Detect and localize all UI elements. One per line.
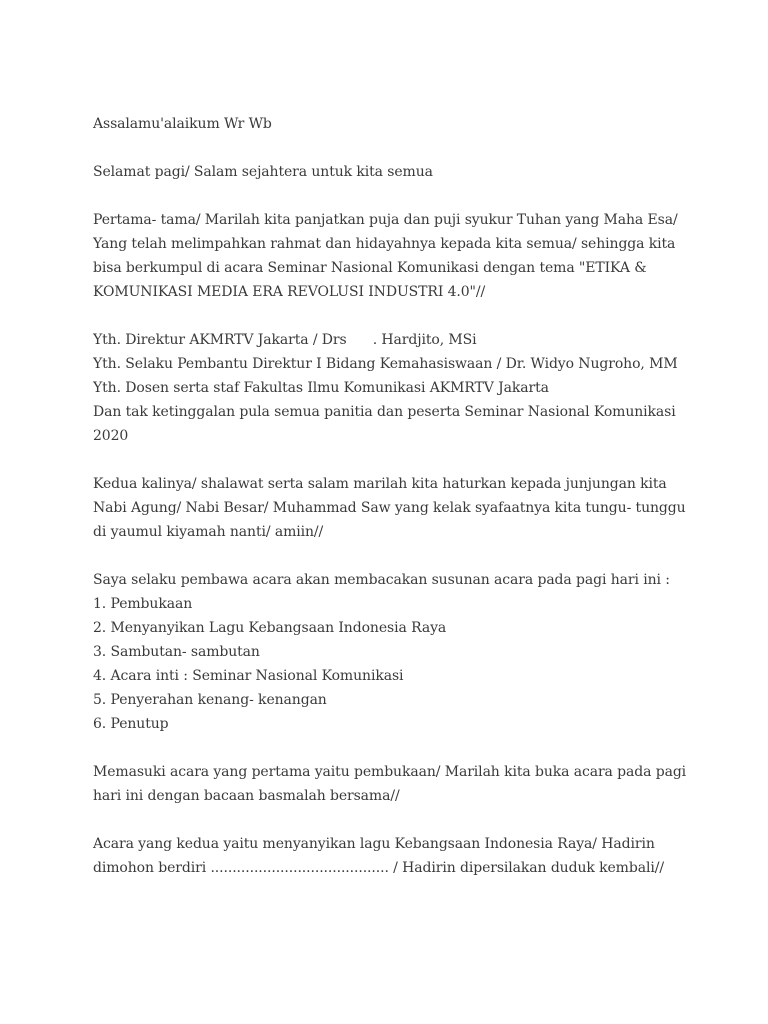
paragraph-line: Nabi Agung/ Nabi Besar/ Muhammad Saw yang kelak syafaatnya kita tungu- tunggu [93, 500, 686, 516]
recipients-block [93, 328, 713, 448]
paragraph-anthem [93, 832, 713, 880]
agenda-item: 6. Penutup [93, 716, 169, 732]
paragraph-line: Yang telah melimpahkan rahmat dan hidayahnya kepada kita semua/ sehingga kita [93, 236, 676, 252]
paragraph-opening-act [93, 760, 713, 808]
agenda-intro: Saya selaku pembawa acara akan membacakan susunan acara pada pagi hari ini : [93, 572, 670, 588]
paragraph-line: di yaumul kiyamah nanti/ amiin// [93, 524, 324, 540]
opening [93, 160, 713, 184]
recipient-line: 2020 [93, 428, 129, 444]
paragraph-line: Kedua kalinya/ shalawat serta salam marilah kita haturkan kepada junjungan kita [93, 476, 667, 492]
paragraph-line: KOMUNIKASI MEDIA ERA REVOLUSI INDUSTRI 4.0"// [93, 284, 486, 300]
paragraph-gratitude [93, 208, 713, 304]
agenda-item: 4. Acara inti : Seminar Nasional Komunikasi [93, 668, 404, 684]
recipient-line: Yth. Dosen serta staf Fakultas Ilmu Komunikasi AKMRTV Jakarta [93, 380, 549, 396]
agenda-item: 2. Menyanyikan Lagu Kebangsaan Indonesia Raya [93, 620, 447, 636]
recipient-line: Yth. Selaku Pembantu Direktur I Bidang Kemahasiswaan / Dr. Widyo Nugroho, MM [93, 356, 678, 372]
agenda-item: 3. Sambutan- sambutan [93, 644, 260, 660]
paragraph-line: Pertama- tama/ Marilah kita panjatkan puja dan puji syukur Tuhan yang Maha Esa/ [93, 212, 678, 228]
greeting-line: Assalamu'alaikum Wr Wb [93, 116, 272, 132]
paragraph-line: dimohon berdiri ......................................... / Hadirin dipersilakan duduk kembali// [93, 860, 664, 876]
agenda-item: 5. Penyerahan kenang- kenangan [93, 692, 327, 708]
document-page [93, 112, 713, 904]
paragraph-shalawat [93, 472, 713, 544]
opening-line: Selamat pagi/ Salam sejahtera untuk kita semua [93, 164, 433, 180]
recipient-line: Dan tak ketinggalan pula semua panitia dan peserta Seminar Nasional Komunikasi [93, 404, 676, 420]
recipient-line: Yth. Direktur AKMRTV Jakarta / Drs . Hardjito, MSi [93, 332, 477, 348]
paragraph-line: Acara yang kedua yaitu menyanyikan lagu Kebangsaan Indonesia Raya/ Hadirin [93, 836, 655, 852]
paragraph-line: hari ini dengan bacaan basmalah bersama// [93, 788, 400, 804]
paragraph-line: bisa berkumpul di acara Seminar Nasional Komunikasi dengan tema "ETIKA & [93, 260, 647, 276]
agenda-block [93, 568, 713, 736]
greeting [93, 112, 713, 136]
agenda-item: 1. Pembukaan [93, 596, 193, 612]
paragraph-line: Memasuki acara yang pertama yaitu pembukaan/ Marilah kita buka acara pada pagi [93, 764, 687, 780]
